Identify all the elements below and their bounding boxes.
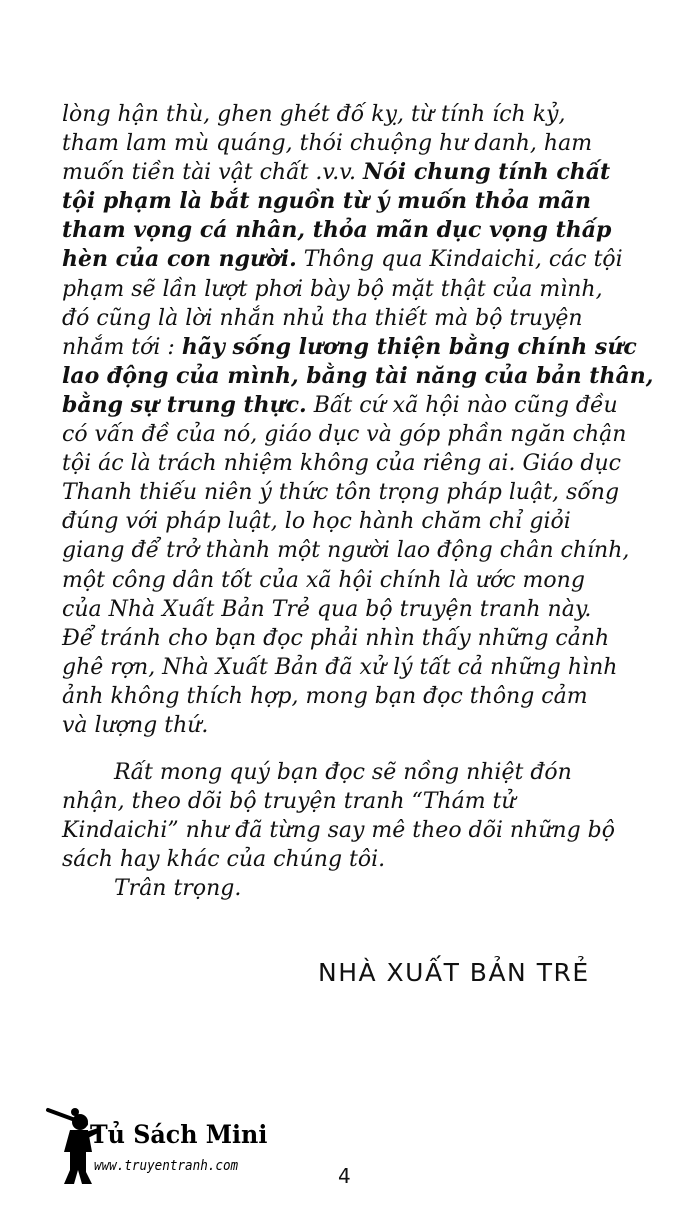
text-line bbox=[62, 624, 662, 653]
text-segment: ghê rợn, Nhà Xuất Bản đã xử lý tất cả những hình bbox=[62, 654, 618, 680]
text-line bbox=[62, 420, 662, 449]
text-segment: muốn tiền tài vật chất .v.v. bbox=[62, 160, 364, 186]
text-segment: Bất cứ xã hội nào cũng đều bbox=[306, 392, 618, 418]
text-line bbox=[62, 129, 662, 158]
text-segment: và lượng thứ. bbox=[62, 712, 209, 738]
bold-text: bằng sự trung thực. bbox=[62, 391, 307, 418]
text-segment: tội ác là trách nhiệm không của riêng ai. Giáo dục bbox=[62, 451, 621, 477]
text-line bbox=[62, 333, 662, 362]
bold-text: hãy sống lương thiện bằng chính sức bbox=[181, 333, 637, 360]
text-segment: Thông qua Kindaichi, các tội bbox=[296, 247, 623, 273]
text-segment: ảnh không thích hợp, mong bạn đọc thông cảm bbox=[62, 683, 588, 709]
text-segment: tham lam mù quáng, thói chuộng hư danh, ham bbox=[62, 131, 593, 157]
logo-title: Tủ Sách Mini bbox=[90, 1120, 268, 1149]
text-line bbox=[62, 362, 662, 391]
text-line bbox=[62, 566, 662, 595]
text-line bbox=[62, 595, 662, 624]
bold-text: tham vọng cá nhân, thỏa mãn dục vọng thấp bbox=[62, 217, 612, 244]
bold-text: lao động của mình, bằng tài năng của bản thân, bbox=[62, 362, 654, 389]
text-line: nhận, theo dõi bộ truyện tranh “Thám tử bbox=[62, 789, 516, 815]
text-line bbox=[62, 158, 662, 187]
text-line: sách hay khác của chúng tôi. bbox=[62, 847, 386, 873]
text-segment: Để tránh cho bạn đọc phải nhìn thấy những cảnh bbox=[62, 625, 610, 651]
text-line: Rất mong quý bạn đọc sẽ nồng nhiệt đón bbox=[114, 760, 572, 785]
body-paragraph-1 bbox=[62, 100, 662, 740]
body-paragraph-2 bbox=[62, 758, 662, 874]
text-segment: một công dân tốt của xã hội chính là ước mong bbox=[62, 567, 585, 593]
bold-text: tội phạm là bắt nguồn từ ý muốn thỏa mãn bbox=[62, 188, 591, 215]
text-segment: nhắm tới : bbox=[62, 334, 182, 360]
text-line: Kindaichi” như đã từng say mê theo dõi những bộ bbox=[62, 818, 615, 844]
text-line bbox=[62, 216, 662, 245]
bold-text: Nói chung tính chất bbox=[363, 159, 611, 186]
text-segment: của Nhà Xuất Bản Trẻ qua bộ truyện tranh này. bbox=[62, 596, 592, 622]
text-line bbox=[62, 711, 662, 740]
text-segment: phạm sẽ lần lượt phơi bày bộ mặt thật của mình, bbox=[62, 276, 603, 302]
page-number: 4 bbox=[338, 1164, 351, 1188]
text-line bbox=[62, 275, 662, 304]
text-segment: giang để trở thành một người lao động chân chính, bbox=[62, 538, 630, 564]
closing-text: Trân trọng. bbox=[114, 876, 242, 901]
text-line bbox=[62, 100, 662, 129]
text-line bbox=[62, 187, 662, 216]
text-segment: Thanh thiếu niên ý thức tôn trọng pháp luật, sống bbox=[62, 480, 620, 506]
text-line bbox=[62, 245, 662, 274]
text-line bbox=[62, 391, 662, 420]
text-line bbox=[62, 449, 662, 478]
text-line bbox=[62, 682, 662, 711]
text-line bbox=[62, 653, 662, 682]
text-line bbox=[62, 536, 662, 565]
logo-url: www.truyentranh.com bbox=[94, 1158, 239, 1174]
bold-text: hèn của con người. bbox=[62, 246, 297, 273]
text-line bbox=[62, 478, 662, 507]
text-line bbox=[62, 304, 662, 333]
publisher-signature: NHÀ XUẤT BẢN TRẺ bbox=[318, 958, 590, 987]
text-segment: đó cũng là lời nhắn nhủ tha thiết mà bộ truyện bbox=[62, 305, 583, 331]
text-segment: đúng với pháp luật, lo học hành chăm chỉ giỏi bbox=[62, 509, 571, 535]
closing-paragraph bbox=[62, 874, 662, 903]
series-logo bbox=[42, 1100, 282, 1190]
text-segment: lòng hận thù, ghen ghét đố kỵ, từ tính ích kỷ, bbox=[62, 102, 566, 127]
text-line bbox=[62, 507, 662, 536]
text-segment: có vấn đề của nó, giáo dục và góp phần ngăn chận bbox=[62, 422, 627, 448]
